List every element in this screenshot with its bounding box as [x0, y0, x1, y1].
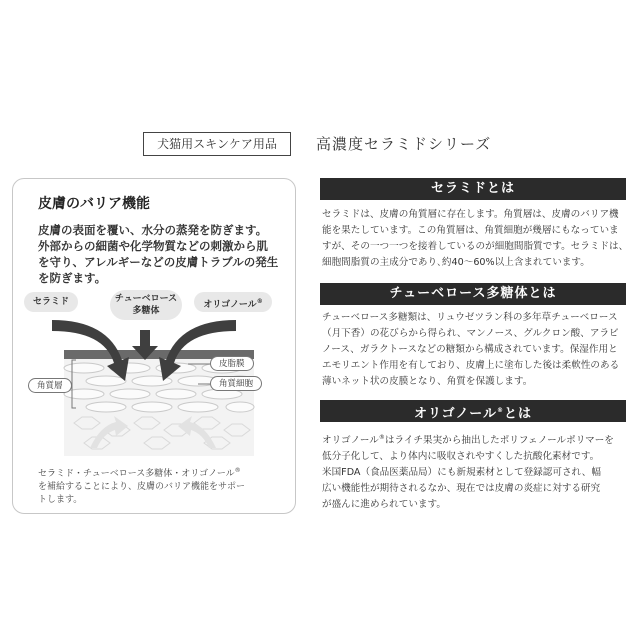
caption-line: トします。: [38, 495, 83, 505]
text-line: 細胞間脂質の主成分であり､約40～60%以上含まれています。: [322, 257, 590, 268]
ceramide-text: [322, 207, 629, 271]
card-title: 皮膚のバリア機能: [38, 196, 150, 212]
registered-mark: ®: [378, 434, 385, 441]
desc-line: を守り、アレルギーなどの皮膚トラブルの発生: [38, 255, 279, 269]
text-line: ノース、ガラクトースなどの糖類から構成されています。保湿作用と: [322, 344, 618, 355]
heading-suffix: とは: [504, 406, 533, 422]
tubelose-label-2: 多糖体: [132, 306, 160, 316]
ceramide-bubble: セラミド: [24, 292, 78, 312]
tubelose-text: [322, 310, 626, 390]
card-description: [38, 222, 288, 286]
oligonol-bubble: [194, 292, 272, 312]
text-line: エモリエント作用を有しており、皮膚上に塗布した後は柔軟性のある: [322, 360, 620, 371]
text-line: 低分子化して、より体内に吸収されやすくした抗酸化素材です。: [322, 451, 600, 463]
cells-label: 角質細胞: [210, 376, 262, 391]
text-line: セラミドは、皮膚の角質層に存在します。角質層は、皮膚のバリア機: [322, 209, 619, 220]
caption-line: セラミド・チューベロース多糖体・オリゴノール: [38, 469, 235, 479]
desc-line: 皮膚の表面を覆い、水分の蒸発を防ぎます。: [38, 223, 268, 237]
category-tag: 犬猫用スキンケア用品: [143, 132, 291, 156]
diagram-caption: [38, 464, 278, 507]
text-line: が盛んに進められています。: [322, 499, 446, 511]
registered-mark: ®: [234, 467, 241, 474]
desc-line: 外部からの細菌や化学物質などの刺激から肌: [38, 239, 268, 253]
stratum-label: 角質層: [28, 378, 72, 393]
oligonol-text: [322, 430, 626, 513]
registered-mark: ®: [497, 407, 505, 414]
caption-line: を補給することにより、皮膚のバリア機能をサポー: [38, 482, 246, 492]
text-line: 薄いネット状の皮膜となり、角質を保護します。: [322, 376, 533, 387]
series-title: 高濃度セラミドシリーズ: [316, 135, 492, 153]
text-line: 米国FDA（食品医薬品局）にも新規素材として登録認可され、幅: [322, 467, 601, 479]
text-line: 広い機能性が期待されるなか、現在では皮膚の炎症に対する研究: [322, 483, 601, 495]
ceramide-heading: セラミドとは: [320, 178, 626, 200]
desc-line: を防ぎます。: [38, 271, 107, 285]
registered-mark: ®: [256, 298, 263, 305]
text-line: すが、その一つ一つを接着しているのが細胞間脂質です。セラミドは、: [322, 241, 629, 252]
heading-text: オリゴノール: [413, 406, 498, 422]
text-line: 能を果たしています。この角質層は、角質細胞が幾層にもなっていま: [322, 225, 619, 236]
text-line: チューベロース多糖類は、リュウゼツラン科の多年草チューベロース: [322, 312, 618, 323]
oligonol-label: オリゴノール: [203, 300, 257, 310]
tubelose-label: チューベロース: [114, 294, 178, 304]
sebum-label: 皮脂膜: [210, 356, 254, 371]
text-line: オリゴノール: [322, 435, 379, 447]
text-line: はライチ果実から抽出したポリフェノールポリマーを: [384, 435, 614, 447]
oligonol-heading: [320, 400, 626, 422]
tubelose-bubble: [110, 290, 182, 320]
tubelose-heading: チューベロース多糖体とは: [320, 283, 626, 305]
skin-barrier-diagram: [20, 288, 290, 458]
text-line: （月下香）の花びらから得られ、マンノース、グルクロン酸、アラビ: [322, 328, 619, 339]
